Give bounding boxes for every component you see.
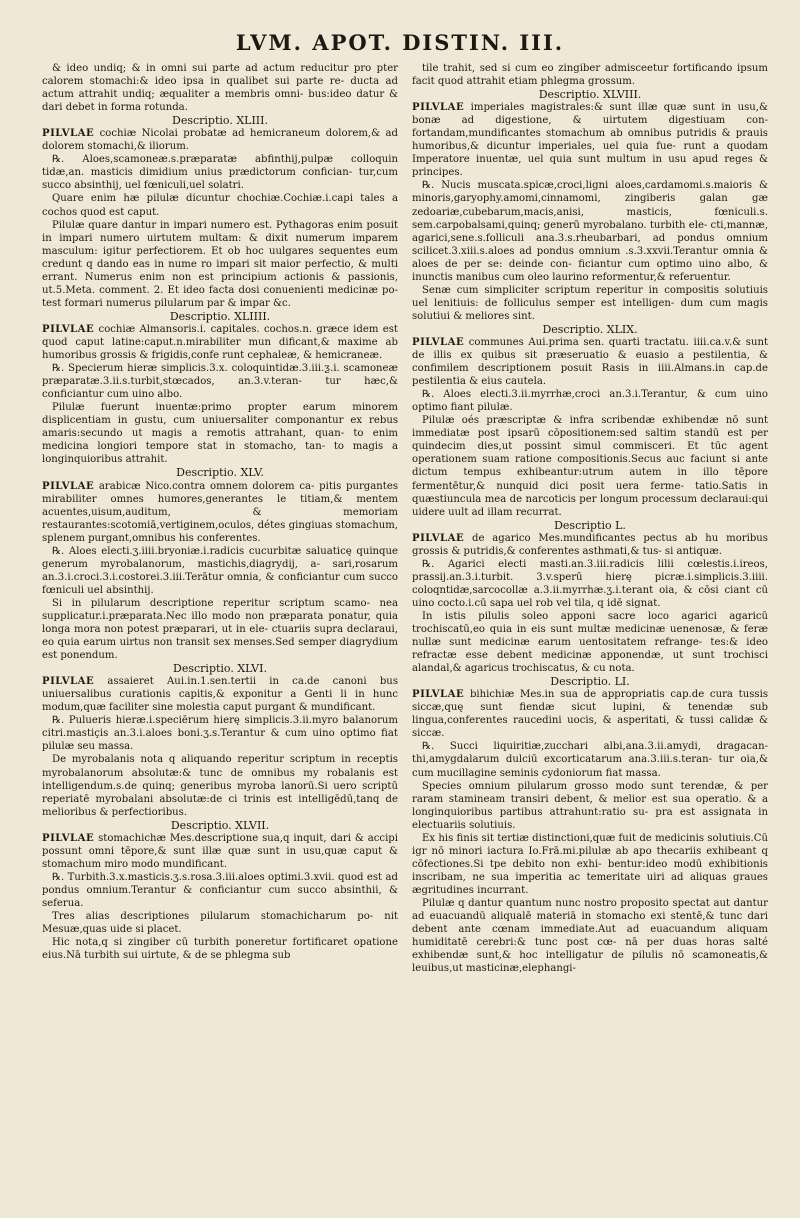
text-paragraph: Tres alias descriptiones pilularum stomachicharum po- nit Mesuæ,quas uide si placet. [42, 911, 398, 936]
recipe-intro [42, 127, 398, 153]
text-paragraph: ℞. Agarici electi masti.an.3.iii.radicis lilii cœlestis.i.ireos, prassij.an.3.i.turbit. 3.v.sperū hierę picræ.i.simplicis.3.iiii. coloqntidæ,sarcocollæ a.3.ii.myrrhæ.ʒ.i.terant oia, & cōsi ciant cū uino cocto.i.cū sapa uel rob vel tila, q idē signat. [412, 558, 768, 609]
recipe-intro-text: arabicæ Nico.contra omnem dolorem ca- pitis purgantes mirabiliter omnes humores,generantes le titiam,& mentem acuentes,uisum,auditum, & memoriam restaurantes:scotomiā,vertiginem,oculos, détes gingiuas stomachum, splenem purgant,omnibus his conferentes. [42, 480, 398, 544]
recipe-intro [412, 336, 768, 388]
recipe-intro-text: assaieret Aui.in.1.sen.tertii in ca.de canoni bus uniuersalibus curationis capitis,& exponitur a Genti li in hunc modum,quæ faciliter sine molestia caput purgant & mundificant. [42, 676, 398, 714]
text-paragraph: ℞. Nucis muscata.spicæ,croci,ligni aloes,cardamomi.s.maioris & minoris,garyophy.amomi,cinnamomi, zingiberis galan gæ zedoariæ,cubebarum,macis,anisi, masticis, fœniculi.s. sem.carpobalsami,quinq; generū myrobalano. turbith ele- cti,mannæ, agarici,sene.s.folliculi ana.3.s.rheubarbari, ad pondus omnium scilicet.3.xiii.s.aloes ad pondus omnium .s.3.xxvii.Terantur omnia & aloes de per se: deinde con- ficiantur cum optimo uino albo, & inunctis manibus cum oleo laurino reformentur,& referuentur. [412, 180, 768, 283]
recipe-intro-text: cochiæ Nicolai probatæ ad hemicraneum dolorem,& ad dolorem stomachi,& iliorum. [42, 128, 398, 153]
section-lead-word: PILVLAE [42, 480, 95, 492]
text-paragraph: In istis pilulis soleo apponi sacre loco agarici agaricū trochiscatū,eo quia in eis sunt multæ medicinæ uenenosæ, & feræ nullæ sunt medicinæ earum uentositatem refrange- tes:& ideo refractæ esse debent medicinæ apponendæ, ut sunt trochisci alandal,& agaricus trochiscatus, & cu nota. [412, 610, 768, 675]
text-paragraph: Pilulæ fuerunt inuentæ:primo propter earum minorem displicentiam in gustu, cum uniuersaliter componantur ex rebus amaris:secundo ut magis a remotis attrahant, quan- to enim medicina longiori tempore stat in stomacho, tan- to magis a longinquioribus attrahit. [42, 402, 398, 466]
recipe-intro [42, 323, 398, 362]
text-paragraph: Senæ cum simpliciter scriptum reperitur in compositis solutiuis uel lenitiuis: de folliculus semper est intelligen- dum cum magis solutiui & meliores sint. [412, 284, 768, 322]
section-lead-word: PILVLAE [42, 128, 95, 140]
description-heading: Descriptio. XLV. [176, 466, 264, 480]
text-paragraph: Pilulæ q dantur quantum nunc nostro proposito spectat aut dantur ad euacuandū aliqualē materiā in stomacho exi stentē,& tunc dari debent ante cœnam immediate.Aut ad euacuandum aliquam humiditatē cerebri:& tunc post cœ- nā per duas horas salté exhibendæ sunt,& hoc intelligatur de pilulis nō scamoneatis,& leuibus,ut masticinæ,elephangi- [412, 898, 768, 975]
text-paragraph: ℞. Aloes,scamoneæ.s.præparatæ abfinthij,pulpæ colloquin tidæ,an. masticis dimidium unius prædictorum confician- tur,cum succo absinthij, uel fœniculi,uel solatri. [42, 154, 398, 192]
running-header: LVM. APOT. DISTIN. III. [235, 30, 565, 55]
section-lead-word: PILVLAE [412, 102, 465, 114]
text-paragraph: Species omnium pilularum grosso modo sunt terendæ, & per raram stamineam transiri debent, & melior est sua operatio. & a longinquioribus partibus attrahunt:ratio su- pra est assignata in electuariis solutiuis. [412, 780, 768, 831]
section-lead-word: PILVLAE [412, 689, 465, 701]
text-paragraph: Pilulæ quare dantur in impari numero est. Pythagoras enim posuit in impari numero uirtutem multam: & dixit numerum imparem masculum: igitur perfectiorem. Et ob hoc uulgares sequentes eum credunt q dando eas in nume ro impari sit maior perfectio, & multi errant. Numerus enim non est principium actionis & passionis, ut.5.Meta. comment. 2. Et ideo facta dosi conuenienti medicinæ po- test formari numerus pilularum par & impar &c. [42, 219, 398, 309]
left-column [42, 62, 398, 962]
description-heading: Descriptio. LI. [550, 675, 630, 689]
text-paragraph: Ex his finis sit tertiæ distinctioni,quæ fuit de medicinis solutiuis.Cū igr nō minori iactura Io.Frā.mi.pilulæ ab apo thecariis exhibeant q cōfectiones.Si tpe debito non exhi- bentur:ideo modū exhibitionis inscribam, ne sua imperitia ac temeritate uiri ad aliquas graues ægritudines incurrant. [412, 832, 768, 896]
description-heading: Descriptio. XLIII. [172, 114, 268, 128]
text-paragraph: De myrobalanis nota q aliquando reperitur scriptum in receptis myrobalanorum absolutæ:& tunc de omnibus my robalanis est intelligendum.s.de quinq; generibus myroba lanorū.Si uero scriptū reperiatē myrobalani absolutæ:de ci trinis est intelligēdū,tanq de melioribus & perfectioribus. [42, 754, 398, 818]
section-lead-word: PILVLAE [42, 832, 95, 844]
text-paragraph: Pilulæ oés præscriptæ & infra scribendæ exhibendæ nō sunt immediatæ post ipsarū cōpositionem:sed saltim standū est per quindecim dies,ut possint simul commisceri. Et tūc agent operationem suam ratione compositionis.Secus auc faciunt si ante dictum tempus exhibeantur:utrum autem in illo tēpore fermentētur,& nunquid dici posit uera ferme- tatio.Satis in quæstiuncula mea de narcoticis per longum processum declaraui:qui uidere uult ad illam recurrat. [412, 415, 768, 518]
recipe-intro [412, 532, 768, 558]
recipe-intro [412, 101, 768, 179]
text-paragraph: Hic nota,q si zingiber cū turbith poneretur fortificaret opatione eius.Nā turbith sui uirtute, & de se phlegma sub [42, 937, 398, 962]
right-column [412, 62, 768, 975]
text-paragraph: ℞. Aloes electi.3.ii.myrrhæ,croci an.3.i.Terantur, & cum uino optimo fiant pilulæ. [412, 389, 768, 414]
description-heading: Descriptio. XLIX. [542, 322, 638, 336]
recipe-intro [42, 832, 398, 871]
recipe-intro-text: bihichiæ Mes.in sua de appropriatis cap.de cura tussis siccæ,quę sunt fiendæ sicut lupini, & tenendæ sub lingua,conferentes raucedini uocis, & asperitati, & tussi calidæ & siccæ. [412, 689, 768, 740]
recipe-intro-text: de agarico Mes.mundificantes pectus ab hu moribus grossis & putridis,& conferentes asthmati,& tus- si antiquæ. [412, 532, 768, 557]
text-paragraph: & ideo undiq; & in omni sui parte ad actum reducitur pro pter calorem stomachi:& ideo ipsa in qualibet sui parte re- ducta ad actum attrahit undiq; æqualiter a membris omni- bus:ideo datur & dari debet in forma rotunda. [42, 63, 398, 114]
description-heading: Descriptio L. [554, 518, 626, 532]
text-paragraph: ℞. Turbith.3.x.masticis.ʒ.s.rosa.3.iii.aloes optimi.3.xvii. quod est ad pondus omnium.Terantur & conficiantur cum succo absinthii, & seferua. [42, 871, 398, 909]
section-lead-word: PILVLAE [412, 532, 465, 544]
recipe-intro-text: stomachichæ Mes.descriptione sua,q inquit, dari & accipi possunt omni tēpore,& sunt illæ quæ sunt in usu,quæ caput & stomachum miro modo mundificant. [42, 832, 398, 870]
recipe-intro [412, 688, 768, 740]
recipe-intro [42, 675, 398, 714]
description-heading: Descriptio. XLVIII. [538, 88, 642, 102]
text-paragraph: tile trahit, sed si cum eo zingiber admisceetur fortificando ipsum facit quod attrahit etiam phlegma grossum. [412, 63, 768, 88]
description-heading: Descriptio. XLVII. [170, 818, 270, 832]
section-lead-word: PILVLAE [42, 323, 95, 335]
description-heading: Descriptio. XLIIII. [169, 309, 271, 323]
section-lead-word: PILVLAE [412, 336, 465, 348]
recipe-intro-text: cochiæ Almansoris.i. capitales. cochos.n. græce idem est quod caput latine:caput.n.mirabiliter mun dificant,& maxime ab humoribus grossis & frigidis,confe runt cephaleæ, & hemicraneæ. [42, 323, 398, 362]
text-paragraph: ℞. Specierum hieræ simplicis.3.x. coloquintidæ.3.iii.ƺ.i. scamoneæ præparatæ.3.ii.s.turbit,stœcados, an.3.v.teran- tur hæc,& conficiantur cum uino albo. [42, 363, 398, 401]
recipe-intro-text: imperiales magistrales:& sunt illæ quæ sunt in usu,& bonæ ad digestione, & uirtutem digestiuam con- fortandam,mundificantes stomachum ab omnibus putridis & prauis humoribus,& dicuntur imperiales, uel quia fue- runt a quodam Imperatore inuentæ, uel quia sunt multum in usu apud reges & principes. [412, 102, 768, 179]
description-heading: Descriptio. XLVI. [173, 662, 267, 676]
text-paragraph: ℞. Succi liquiritiæ,zucchari albi,ana.3.ii.amydi, dragacan- thi,amygdalarum dulciū excorticatarum ana.3.iii.s.teran- tur oia,& cum mucillagine seminis cydoniorum fiat massa. [412, 741, 768, 779]
section-lead-word: PILVLAE [42, 676, 95, 688]
recipe-intro [42, 480, 398, 545]
text-paragraph: ℞. Pulueris hieræ.i.speciērum hierę simplicis.3.ii.myro balanorum citri.mastiçis an.3.i.aloes boni.ʒ.s.Terantur & cum uino optimo fiat pilulæ seu massa. [42, 715, 398, 753]
text-paragraph: Quare enim hæ pilulæ dicuntur chochiæ.Cochiæ.i.capi tales a cochos quod est caput. [42, 193, 398, 218]
text-paragraph: Si in pilularum descriptione reperitur scriptum scamo- nea supplicatur.i.præparata.Nec illo modo non præparata ponatur, quia longa mora non potest præparari, ut in ele- ctuariis supra declaraui, eo quia earum uirtus non transit sex menses.Sed semper diagrydium est ponendum. [42, 597, 398, 662]
text-paragraph: ℞. Aloes electi.ʒ.iiii.bryoniæ.i.radicis cucurbitæ saluaticę quinque generum myrobalanorum, mastichis,diagrydij, a- sari,rosarum an.3.i.croci.3.i.costorei.3.iii.Terātur omnia, & conficiantur cum succo fœniculi uel absinthij. [42, 545, 398, 596]
recipe-intro-text: communes Aui.prima sen. quarti tractatu. iiii.ca.v.& sunt de illis ex quibus sit præseruatio & euasio a pestilentia, & confimilem descriptionem posuit Rasis in iiii.Almans.in cap.de pestilentia & eius cautela. [412, 336, 769, 388]
